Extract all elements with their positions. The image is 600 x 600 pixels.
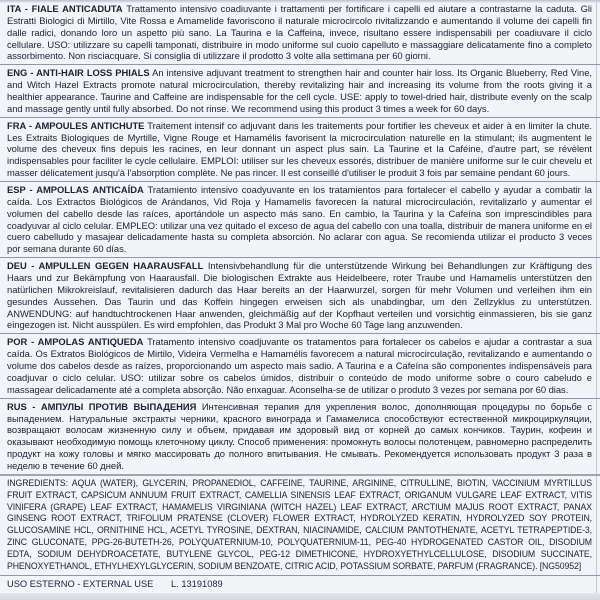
- lot-number: L. 13191089: [171, 579, 223, 589]
- ingredients-label: INGREDIENTS:: [7, 477, 68, 488]
- heading-ita: ITA - FIALE ANTICADUTA: [7, 3, 123, 14]
- text-por: [7, 336, 592, 395]
- section-eng: [7, 67, 592, 114]
- heading-rus: RUS - АМПУЛЫ ПРОТИВ ВЫПАДЕНИЯ: [7, 400, 197, 412]
- ingredients-list: AQUA (WATER), GLYCERIN, PROPANEDIOL, CAFFEINE, TAURINE, ARGININE, CITRULLINE, BIOTIN, VACCINIUM MYRTILLUS FRUIT EXTRACT, CAPSICUM ANNUUM FRUIT EXTRACT, CAMELLIA SINENSIS LEAF EXTRACT, ORIGANUM VULGARE LEAF EXTRACT, VITIS VINIFERA (GRAPE) LEAF EXTRACT, HAMAMELIS VIRGINIANA (WITCH HAZEL) LEAF EXTRACT, ARCTIUM MAJUS ROOT EXTRACT, PANAX GINSENG ROOT EXTRACT, TRIFOLIUM PRATENSE (CLOVER) FLOWER EXTRACT, HYDROLYZED KERATIN, HYDROLYZED SOY PROTEIN, GLUCOSAMINE HCL, ORNITHINE HCL, ACETYL TYROSINE, DEXTRAN, NIACINAMIDE, CALCIUM PANTOTHENATE, ACETYL TETRAPEPTIDE-3, ZINC GLUCONATE, PPG-26-BUTETH-26, POLYQUATERNIUM-10, POLYQUATERNIUM-11, PEG-40 HYDROGENATED CASTOR OIL, DISODIUM EDTA, SODIUM DEHYDROACETATE, BUTYLENE GLYCOL, PEG-12 DIMETHICONE, HYDROXYETHYLCELLULOSE, DISODIUM SUCCINATE, PHENOXYETHANOL, ETHYLHEXYLGLYCERIN, SODIUM BENZOATE, CITRIC ACID, POTASSIUM SORBATE, PARFUM (FRAGRANCE). [NG50952]: [7, 477, 592, 571]
- text-fra: [7, 120, 592, 179]
- text-esp: [7, 184, 592, 255]
- heading-fra: FRA - AMPOULES ANTICHUTE: [7, 119, 145, 131]
- footer-divider: [0, 575, 600, 576]
- divider: [0, 117, 600, 118]
- label-text-area: [7, 3, 592, 573]
- text-eng: [7, 67, 592, 114]
- divider: [0, 64, 600, 65]
- footer: [7, 577, 593, 591]
- text-ita: [7, 3, 592, 62]
- heading-por: POR - AMPOLAS ANTIQUEDA: [7, 336, 144, 348]
- section-esp: [7, 184, 592, 255]
- section-fra: [7, 120, 592, 179]
- body-ita: Trattamento intensivo coadiuvante i trattamenti per fortificare i capelli ed aiutare a contrastarne la caduta. Gli Estratti Biologici di Mirtillo, Vite Rossa e Amamelide favoriscono il naturale microcircolo rivitalizzando e aumentando il volume dei capelli fin dalle radici, donando loro un aspetto più sano. La Taurina e la Caffeina, invece, risultano essere indispensabili per coadiuvare il ciclo cellulare. USO: utilizzare su capelli tamponati, distribuire in modo uniforme sul cuoio capelluto e massaggiare delicatamente fino a completo assorbimento. Non risciacquare. Si consiglia di utilizzare il prodotto 3 volte alla settimana per 60 giorni.: [7, 3, 592, 62]
- ingredients-text: [7, 478, 592, 573]
- body-esp: Tratamiento intensivo coadyuvante en los tratamientos para fortalecer el cabello y ayudar a combatir la caída. Los Extractos Biológicos de Arándanos, Vid Roja y Hamamelis favorecen la natural microcirculación, revitalizarlo y aumentar el volumen del cabello desde las raíces, aportándole un aspecto más sano. En cambio, la Taurina y la Cafeína son imprescindibles para coadyuvar al ciclo celular. EMPLEO: utilizar una vez quitado el exceso de agua del cabello con una toalla, distribuir de manera uniforme en el cuero cabelludo y masajear delicadamente hasta su completa absorción. No aclarar con agua. Se recomienda utilizar el producto 3 veces por semana durante 60 días.: [7, 184, 592, 255]
- body-rus: Интенсивная терапия для укрепления волос, дополняющая процедуры по борьбе с выпадением. Натуральные экстракты черники, красного винограда и Гамамелиса способствуют естественной микроциркуляции, возвращают волосам жизненную силу и объем, придавая им здоровый вид от корней до самых кончиков. Таурин, кофеин и оказывают необходимую помощь клеточному циклу. Способ применения: промокнуть волосы полотенцем, равномерно распределить продукт на кожу головы и мягко массировать до полного впитывания. Не смывать. Рекомендуется использовать продукт 3 раза в неделю в течение 60 дней.: [7, 400, 592, 471]
- body-por: Tratamento intensivo coadjuvante os tratamentos para fortalecer os cabelos e ajudar a contrastar a sua caída. Os Extratos Biológicos de Mirtilo, Videira Vermelha e Hamamélis favorecem a natural microcirculação, revitalizando e aumentando o volume dos cabelos desde as raízes, proporcionando um aspecto mais sadio. A Taurina e a Cafeína são componentes indispensáveis para coadjuvar o ciclo celular. USO: utilizar sobre os cabelos úmidos, distribuir o conteúdo de modo uniforme sobre o couro cabeludo e massagear delicadamente até a completa absorção. Não enxaguar. Aconselha-se de utilizar o produto 3 vezes por semana por 60 dias.: [7, 336, 592, 395]
- bottom-edge-strip: [0, 593, 600, 600]
- text-deu: [7, 260, 592, 331]
- divider: [0, 398, 600, 399]
- body-eng: An intensive adjuvant treatment to strengthen hair and counter hair loss. Its Organic Blueberry, Red Vine, and Witch Hazel Extracts promote natural microcirculation, thereby revitalizing hair and increasing its volume from the roots giving it a healthier appearance. Taurine and Caffeine are indispensable for the cell cycle. USE: apply to towel-dried hair, distribute evenly on the scalp and massage gently until fully absorbed. Do not rinse. We recommend using this product 3 times a week for 60 days.: [7, 67, 592, 114]
- text-rus: [7, 401, 592, 472]
- divider: [0, 257, 600, 258]
- section-ita: [7, 3, 592, 62]
- heading-eng: ENG - ANTI-HAIR LOSS PHIALS: [7, 67, 150, 79]
- body-fra: Traitement intensif co adjuvant dans les traitements pour fortifier les cheveux et aider à en limiter la chute. Les Extraits Biologiques de Myrtille, Vigne Rouge et Hamamélis favorisent la microcirculation naturelle en la stimulant; ils augmentent le volume des cheveux fins depuis les racines, en leur donnant un aspect plus sain. La Taurine et la Caféine, d'autre part, se révèlent indispensables pour faciliter le cycle cellulaire. EMPLOI: utiliser sur les cheveux essorés, distribuer de manière uniforme sur le cuir chevelu et masser délicatement jusqu'à l'absorption complète. Ne pas rincer. Il est conseillé d'utiliser le produit 3 fois par semaine pendant 60 jours.: [7, 119, 592, 179]
- section-por: [7, 336, 592, 395]
- divider: [0, 333, 600, 334]
- heading-esp: ESP - AMPOLLAS ANTICAÍDA: [7, 184, 144, 196]
- section-rus: [7, 401, 592, 472]
- body-deu: Intensivbehandlung für die unterstützende Wirkung bei Behandlungen zur Kräftigung des Haars und zur Bekämpfung von Haarausfall. Die biologischen Extrakte aus Heidelbeere, roter Traube und Hamamelis unterstützen den natürlichen Mikrokreislauf, revitalisieren dadurch das Haar bereits an der Haarwurzel, sorgen für mehr Volumen und verleihen ihm ein gesundes Aussehen. Das Taurin und das Koffein hingegen erweisen sich als unabdingbar, um den Zellzyklus zu unterstützen. ANWENDUNG: auf handtuchtrockenen Haar anwenden, gleichmäßig auf der Kopfhaut verteilen und vorsichtig einmassieren, bis sie ganz eingezogen ist. Nicht ausspülen. Es wird empfohlen, das Produkt 3 Mal pro Woche 60 Tage lang anzuwenden.: [7, 260, 592, 331]
- heading-deu: DEU - AMPULLEN GEGEN HAARAUSFALL: [7, 260, 204, 272]
- ingredients-divider: [0, 474, 600, 476]
- divider: [0, 181, 600, 182]
- usage-note: USO ESTERNO - EXTERNAL USE: [7, 579, 154, 589]
- section-deu: [7, 260, 592, 331]
- ingredients-section: [7, 478, 592, 573]
- right-edge-line: [596, 0, 597, 600]
